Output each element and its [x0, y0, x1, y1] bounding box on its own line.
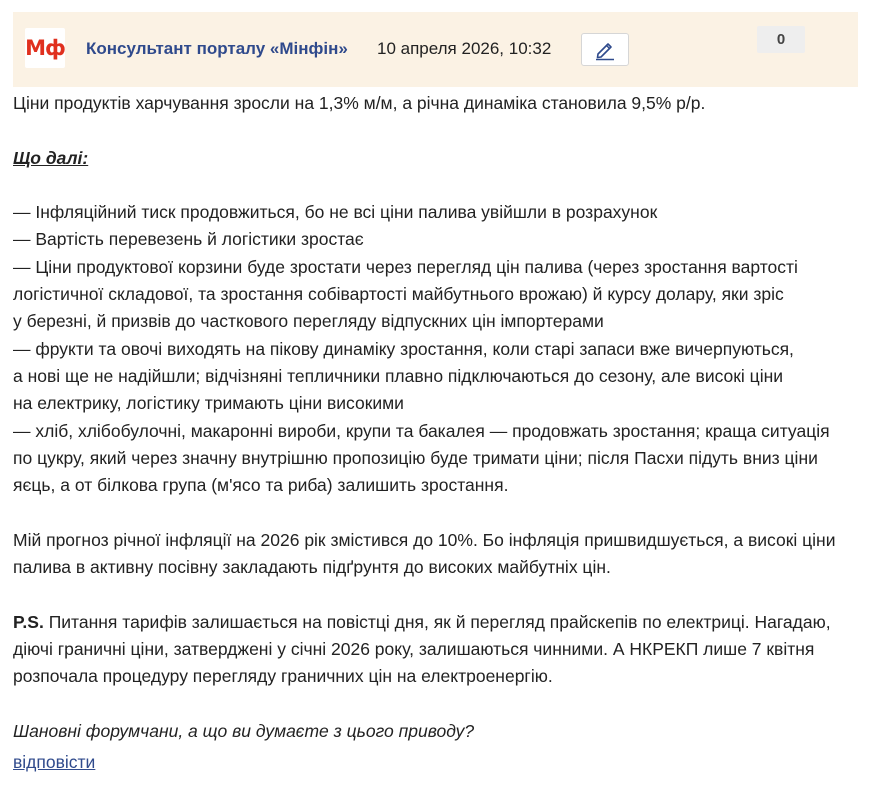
author-name[interactable]: Консультант порталу «Мінфін»	[86, 39, 348, 58]
bullet-line: — Інфляційний тиск продовжиться, бо не всі ціни палива увійшли в розрахунок	[13, 202, 658, 223]
rating-counter[interactable]: 0	[757, 26, 805, 53]
post-body	[13, 90, 861, 745]
post-header	[13, 12, 858, 87]
bullet-line: на електрику, логістику тримають ціни високими	[13, 393, 404, 414]
forecast-line: палива в активну посівну закладають підґрунтя до високих майбутніх цін.	[13, 557, 611, 578]
ps-text: Питання тарифів залишається на повістці дня, як й перегляд прайскепів по електриці. Нагадаю,	[43, 611, 831, 632]
forecast-line: Мій прогноз річної інфляції на 2026 рік змістився до 10%. Бо інфляція пришвидшується, а високі ціни	[13, 529, 836, 550]
ps-line	[13, 609, 861, 636]
bullet-line: а нові ще не надійшли; відчізняні тепличники плавно підключаються до сезону, але високі ціни	[13, 365, 784, 386]
bullet-line: у березні, й призвів до часткового перегляду відпускних цін імпортерами	[13, 311, 604, 332]
pencil-icon	[593, 39, 617, 61]
bullet-line: — Ціни продуктової корзини буде зростати через перегляд цін палива (через зростання вартості	[13, 256, 798, 277]
bullet-line: по цукру, який через значну внутрішню пропозицію буде тримати ціни; після Пасхи підуть вниз ціни	[13, 447, 818, 468]
ps-line: діючі граничні ціни, затверджені у січні 2026 року, залишаються чинними. А НКРЕКП лише 7 квітня	[13, 638, 815, 659]
intro-text: Ціни продуктів харчування зросли на 1,3% м/м, а річна динаміка становила 9,5% р/р.	[13, 93, 706, 113]
bullet-line: логістичної складової, та зростання собівартості майбутнього врожаю) й курсу долару, яки зріс	[13, 284, 784, 305]
post-date: 10 апреля 2026, 10:32	[377, 39, 552, 58]
bullet-line: — Вартість перевезень й логістики зростає	[13, 229, 364, 250]
whats-next-heading: Що далі:	[13, 147, 89, 168]
edit-button[interactable]	[581, 33, 629, 66]
bullet-line: — фрукти та овочі виходять на пікову динаміку зростання, коли старі запаси вже вичерпуються,	[13, 338, 794, 359]
question-text: Шановні форумчани, а що ви думаєте з цього приводу?	[13, 720, 475, 741]
reply-link[interactable]: відповісти	[13, 752, 96, 772]
ps-line: розпочала процедуру перегляду граничних цін на електроенергію.	[13, 666, 553, 687]
bullet-line: — хліб, хлібобулочні, макаронні вироби, крупи та бакалея — продовжать зростання; краща ситуація	[13, 420, 830, 441]
ps-label: P.S.	[13, 611, 44, 632]
minfin-logo: Мф	[25, 28, 65, 68]
bullet-line: яєць, а от білкова група (м'ясо та риба) залишить зростання.	[13, 475, 509, 496]
